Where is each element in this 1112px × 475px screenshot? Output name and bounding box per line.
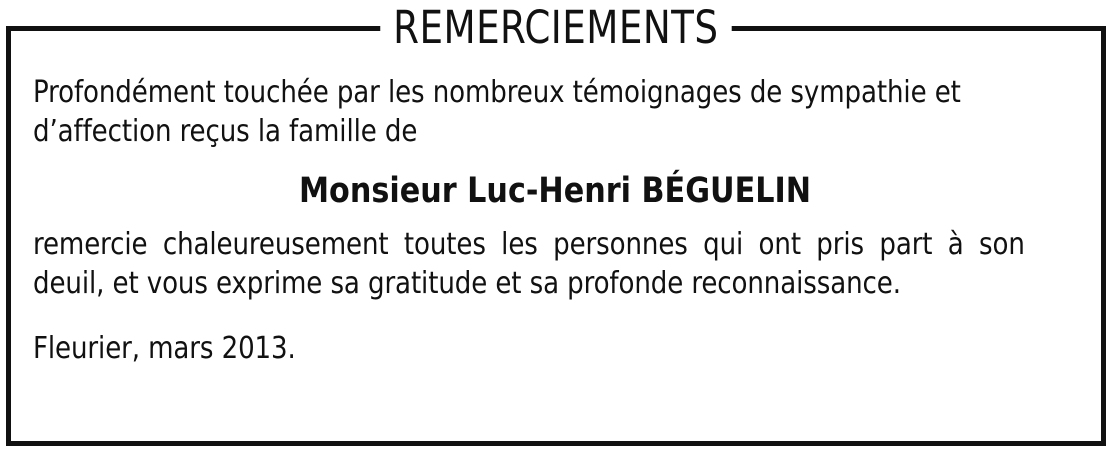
page-title: REMERCIEMENTS: [380, 2, 731, 54]
heading-rule-left: [35, 26, 365, 31]
intro-paragraph: Profondément touchée par les nombreux témoignages de sympathie et d’affection reçus la famille de: [33, 75, 961, 149]
memorial-notice-card: [6, 1, 1106, 446]
notice-body: [11, 31, 1101, 368]
place-and-date: Fleurier, mars 2013.: [33, 331, 296, 366]
heading-rule-right: [747, 26, 1077, 31]
deceased-name: Monsieur Luc-Henri BÉGUELIN: [298, 171, 812, 211]
thanks-paragraph: remercie chaleureusement toutes les personnes qui ont pris part à son deuil, et vous exprime sa gratitude et sa profonde reconnaissance.: [33, 227, 1025, 301]
